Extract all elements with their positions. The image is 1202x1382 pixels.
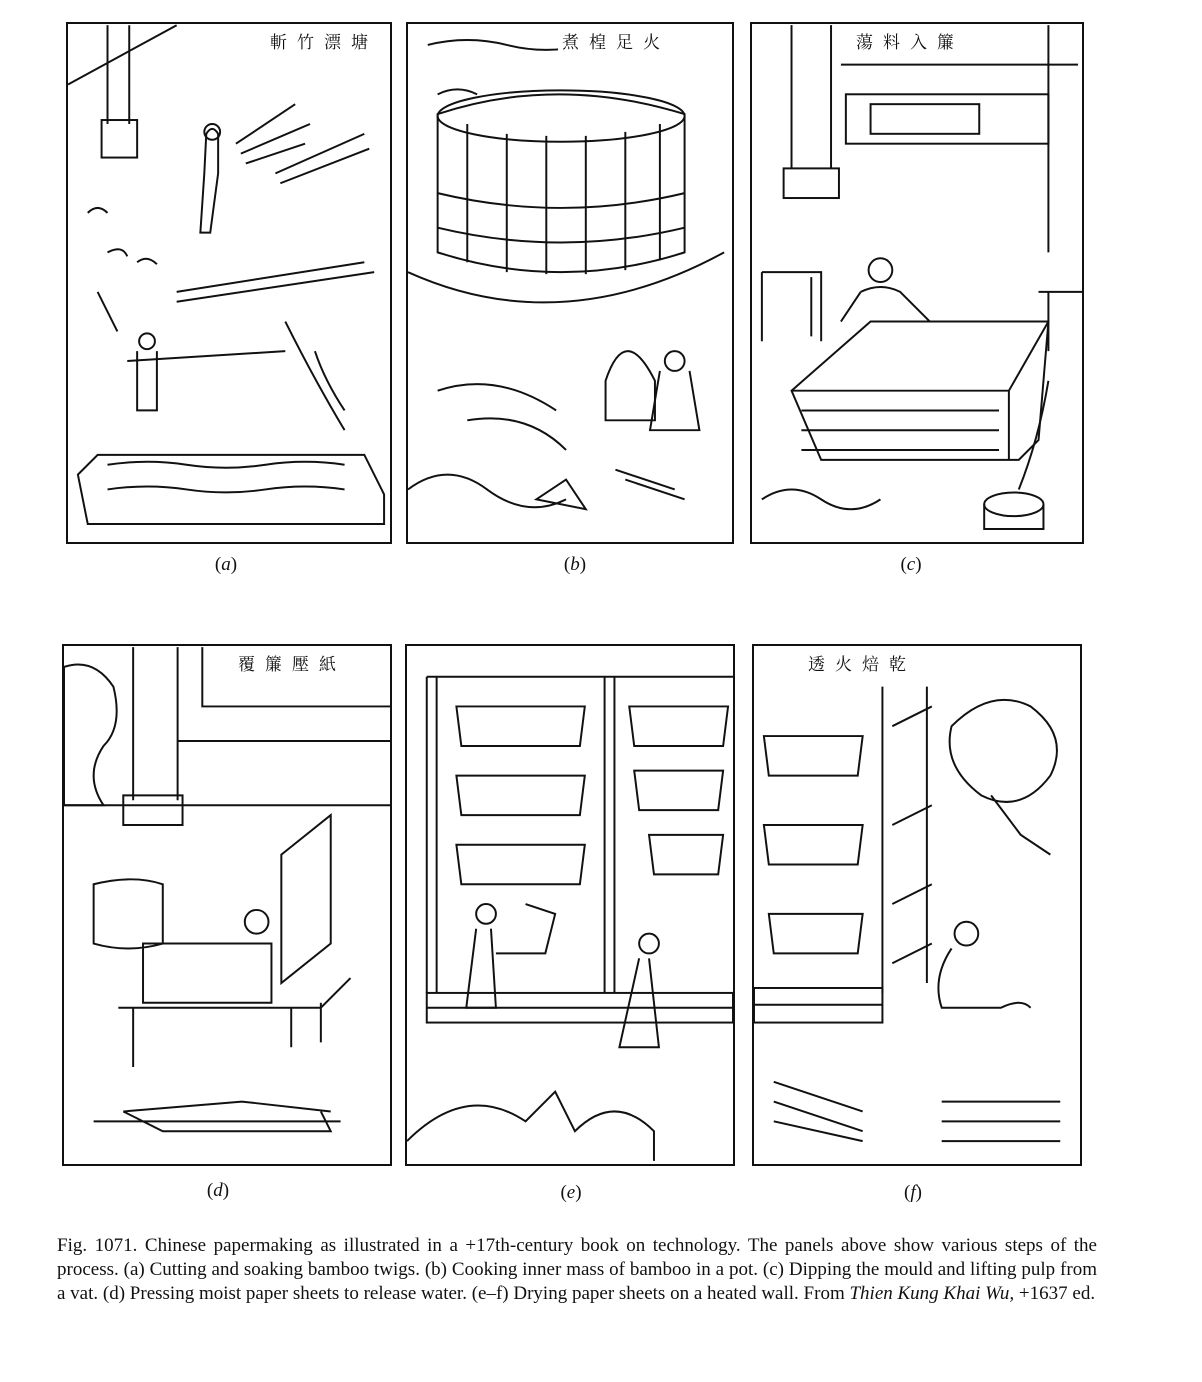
caption-edition: +1637 ed.: [1018, 1283, 1096, 1304]
panel-b: [406, 22, 734, 544]
panel-e-label: ( e ): [551, 1182, 591, 1204]
panel-c-illustration: [752, 24, 1082, 542]
panel-d-label: ( d ): [198, 1180, 238, 1202]
panel-d-illustration: [64, 646, 390, 1164]
panel-f-label: ( f ): [893, 1182, 933, 1204]
panel-a: [66, 22, 392, 544]
panel-e: [405, 644, 735, 1166]
panel-b-title: 煮楻足火: [558, 28, 674, 53]
panel-b-illustration: [408, 24, 732, 542]
panel-d: [62, 644, 392, 1166]
figure-caption: [57, 1234, 1097, 1306]
panel-f: [752, 644, 1082, 1166]
panel-a-illustration: [68, 24, 390, 542]
panel-f-illustration: [754, 646, 1080, 1164]
panel-a-label: ( a ): [206, 554, 246, 576]
panel-b-label: ( b ): [555, 554, 595, 576]
panel-c-label: ( c ): [891, 554, 931, 576]
panel-f-title: 透火焙乾: [804, 650, 920, 675]
caption-text: Chinese papermaking as illustrated in a +17th-century book on technology. The panels above show various steps of the process. (a) Cutting and soaking bamboo twigs. (b) Cooking inner mass of bamboo in a pot. (c) Dipping the mould and lifting pulp from a vat. (d) Pressing moist paper sheets to release water. (e–f) Drying paper sheets on a heated wall. From: [57, 1235, 1097, 1304]
panel-a-title: 斬竹漂塘: [266, 28, 382, 53]
panel-c: [750, 22, 1084, 544]
caption-fig-number: Fig. 1071.: [57, 1235, 138, 1256]
panel-c-title: 蕩料入簾: [852, 28, 968, 53]
caption-source-title: Thien Kung Khai Wu,: [849, 1283, 1015, 1304]
panel-d-title: 覆簾壓紙: [234, 650, 350, 675]
panel-e-illustration: [407, 646, 733, 1164]
